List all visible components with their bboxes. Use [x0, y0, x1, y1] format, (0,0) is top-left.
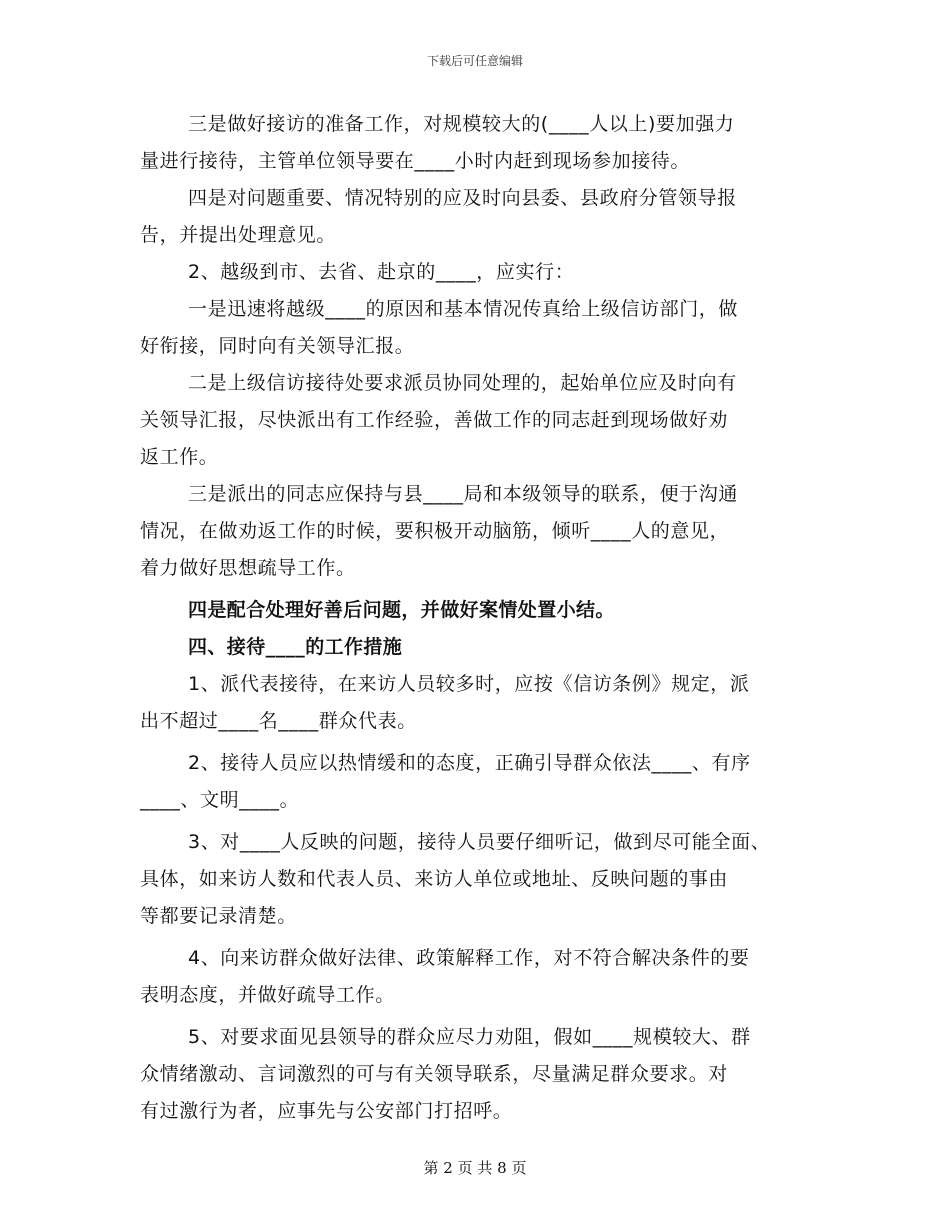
- paragraph-line: 3、对____人反映的问题，接待人员要仔细听记，做到尽可能全面、: [188, 831, 771, 853]
- paragraph-line: 二是上级信访接待处要求派员协同处理的，起始单位应及时向有: [188, 372, 737, 394]
- paragraph-line: 情况，在做劝返工作的时候，要积极开动脑筋，倾听____人的意见，: [140, 520, 730, 542]
- paragraph-line: 返工作。: [140, 446, 219, 468]
- paragraph-line: 告，并提出处理意见。: [140, 224, 337, 246]
- paragraph-line: 三是做好接访的准备工作，对规模较大的(____人以上)要加强力: [188, 113, 735, 135]
- paragraph-line: 四是对问题重要、情况特别的应及时向县委、县政府分管领导报: [188, 187, 737, 209]
- paragraph-line: 好衔接，同时向有关领导汇报。: [140, 335, 415, 357]
- page-number: 第 2 页 共 8 页: [423, 1159, 527, 1177]
- document-body: [140, 106, 820, 1130]
- paragraph-line: 出不超过____名____群众代表。: [140, 710, 417, 732]
- paragraph-line: ____、文明____。: [140, 789, 300, 811]
- paragraph-line: 1、派代表接待，在来访人员较多时，应按《信访条例》规定，派: [188, 673, 750, 695]
- bold-heading-line: 四是配合处理好善后问题，并做好案情处置小结。: [188, 599, 615, 621]
- paragraph-line: 2、接待人员应以热情缓和的态度，正确引导群众依法____、有序: [188, 752, 751, 774]
- paragraph-line: 4、向来访群众做好法律、政策解释工作，对不符合解决条件的要: [188, 947, 750, 969]
- paragraph-line: 关领导汇报，尽快派出有工作经验，善做工作的同志赶到现场做好劝: [140, 409, 729, 431]
- paragraph-line: 表明态度，并做好疏导工作。: [140, 984, 395, 1006]
- paragraph-line: 众情绪激动、言词激烈的可与有关领导联系，尽量满足群众要求。对: [140, 1063, 729, 1085]
- paragraph-line: 2、越级到市、去省、赴京的____，应实行：: [188, 261, 575, 283]
- paragraph-line: 5、对要求面见县领导的群众应尽力劝阻，假如____规模较大、群: [188, 1026, 751, 1048]
- paragraph-line: 三是派出的同志应保持与县____局和本级领导的联系，便于沟通: [188, 483, 739, 505]
- section-heading: 四、接待____的工作措施: [188, 636, 403, 658]
- paragraph-line: 具体，如来访人数和代表人员、来访人单位或地址、反映问题的事由: [140, 868, 729, 890]
- paragraph-line: 着力做好思想疏导工作。: [140, 557, 356, 579]
- paragraph-line: 有过激行为者，应事先与公安部门打招呼。: [140, 1100, 513, 1122]
- paragraph-line: 量进行接待，主管单位领导要在____小时内赶到现场参加接待。: [140, 150, 691, 172]
- paragraph-line: 一是迅速将越级____的原因和基本情况传真给上级信访部门，做: [188, 298, 739, 320]
- paragraph-line: 等都要记录清楚。: [140, 905, 297, 927]
- page-header: 下载后可任意编辑: [426, 54, 523, 68]
